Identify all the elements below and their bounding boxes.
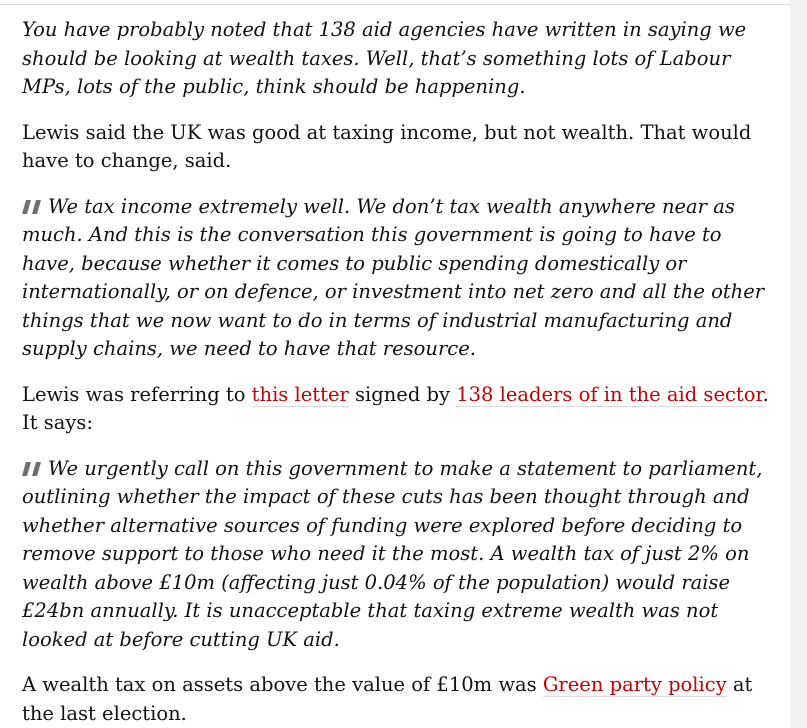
paragraph-text: at the last election. [22, 673, 753, 725]
blockquote-text: We urgently call on this government to make a statement to parliament, outlining whether the impact of these cuts has been thought through and whether alternative sources of funding were explored before deciding to remove support to those who need it the most. A wealth tax of just 2% on wealth above £10m (affecting just 0.04% of the population) would raise £24bn annually. It is unacceptable that taxing extreme wealth was not looked at before cutting UK aid. [22, 456, 763, 651]
this-letter-link[interactable]: this letter [251, 382, 349, 406]
aid-sector-leaders-link[interactable]: 138 leaders of in the aid sector [456, 382, 763, 406]
article-body [22, 16, 774, 728]
blockquote-text: We tax income extremely well. We don’t tax wealth anywhere near as much. And this is the conversation this government is going to have to have, because whether it comes to public spending domestically or internationally, or on defence, or investment into net zero and all the other things that we now want to do in terms of industrial manufacturing and supply chains, we need to have that resource. [22, 194, 765, 360]
paragraph-green-party [22, 671, 774, 728]
paragraph-lewis-wealth: Lewis said the UK was good at taxing income, but not wealth. That would have to change, said. [22, 120, 752, 172]
paragraph-letter-reference [22, 381, 774, 438]
paragraph-text: . It says: [22, 382, 769, 434]
top-divider [0, 4, 790, 5]
blockquote-letter [22, 455, 774, 655]
green-party-policy-link[interactable]: Green party policy [542, 673, 727, 696]
quote-mark-icon [22, 462, 42, 476]
scrollbar-track[interactable] [790, 0, 807, 728]
intro-quote-paragraph: You have probably noted that 138 aid agencies have written in saying we should be looking at wealth taxes. Well, that’s something lots of Labour MPs, lots of the public, think should be happening. [22, 18, 747, 98]
paragraph-text: A wealth tax on assets above the value of £10m was [22, 673, 543, 696]
quote-mark-icon [22, 200, 42, 214]
paragraph-text: Lewis was referring to [22, 382, 252, 406]
paragraph-text: signed by [348, 382, 457, 406]
blockquote-tax-income [22, 193, 774, 364]
